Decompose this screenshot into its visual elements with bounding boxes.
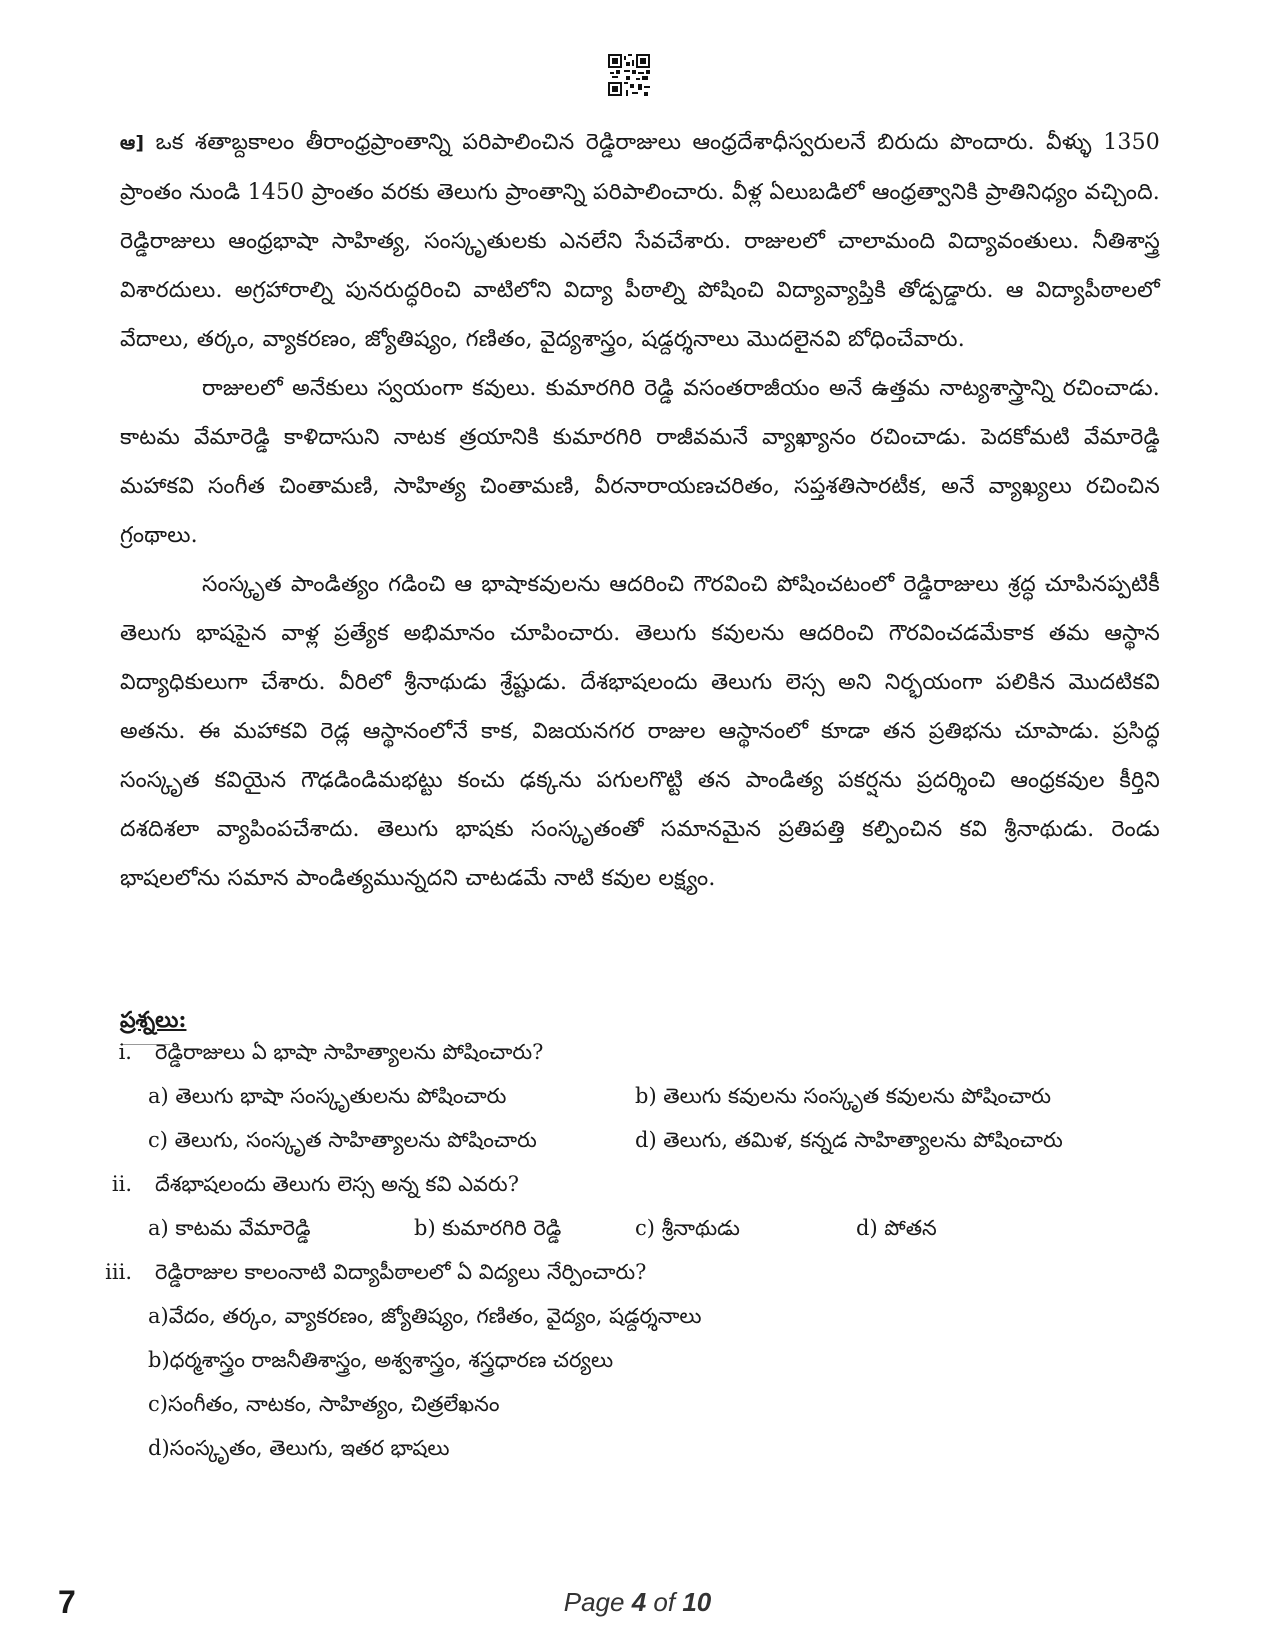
page-mid: of (646, 1587, 683, 1617)
question-text: రెడ్డిరాజుల కాలంనాటి విద్యాపీఠాలలో ఏ విద్యలు నేర్పించారు? (155, 1260, 647, 1284)
passage-paragraph (120, 560, 1160, 903)
option-a[interactable]: a) కాటమ వేమారెడ్డి (148, 1216, 311, 1240)
passage-paragraph (120, 118, 1160, 364)
option-b[interactable]: b) తెలుగు కవులను సంస్కృత కవులను పోషించారు (635, 1084, 1051, 1108)
question-text: రెడ్డిరాజులు ఏ భాషా సాహిత్యాలను పోషించారు? (155, 1040, 544, 1064)
paragraph-text: రాజులలో అనేకులు స్వయంగా కవులు. కుమారగిరి రెడ్డి వసంతరాజీయం అనే ఉత్తమ నాట్యశాస్త్రాన్ని రచించాడు. కాటమ వేమారెడ్డి కాళిదాసుని నాటక త్రయానికి కుమారగిరి రాజీవమనే వ్యాఖ్యానం రచించాడు. పెదకోమటి వేమారెడ్డి మహాకవి సంగీత చింతామణి, సాహిత్య చింతామణి, వీరనారాయణచరితం, సప్తశతిసారటీక, అనే వ్యాఖ్యలు రచించిన గ్రంథాలు. (120, 376, 1160, 548)
question-number: iii. (105, 1260, 132, 1284)
footer-code-number: 7 (58, 1584, 76, 1620)
question-number: i. (118, 1040, 132, 1064)
question-text: దేశభాషలందు తెలుగు లెస్స అన్న కవి ఎవరు? (155, 1172, 519, 1196)
option-d[interactable]: d) పోతన (856, 1216, 937, 1240)
option-a[interactable]: a)వేదం, తర్కం, వ్యాకరణం, జ్యోతిష్యం, గణితం, వైద్యం, షడ్దర్శనాలు (148, 1304, 702, 1328)
option-a[interactable]: a) తెలుగు భాషా సంస్కృతులను పోషించారు (148, 1084, 507, 1108)
option-d[interactable]: d)సంస్కృతం, తెలుగు, ఇతర భాషలు (148, 1436, 450, 1460)
page-current: 4 (631, 1587, 647, 1617)
page-prefix: Page (563, 1587, 632, 1617)
page-total: 10 (682, 1587, 712, 1617)
option-c[interactable]: c)సంగీతం, నాటకం, సాహిత్యం, చిత్రలేఖనం (148, 1392, 500, 1416)
option-d[interactable]: d) తెలుగు, తమిళ, కన్నడ సాహిత్యాలను పోషించారు (635, 1128, 1063, 1152)
question-number: ii. (111, 1172, 132, 1196)
passage-paragraph (120, 364, 1160, 560)
page-indicator (0, 1587, 1275, 1618)
passage-label: ఆ] (120, 132, 145, 154)
questions-heading: ప్రశ్నలు: (120, 1007, 187, 1033)
option-b[interactable]: b) కుమారగిరి రెడ్డి (414, 1216, 562, 1240)
option-c[interactable]: c) శ్రీనాథుడు (635, 1216, 740, 1240)
option-b[interactable]: b)ధర్మశాస్త్రం రాజనీతిశాస్త్రం, అశ్వశాస్త్రం, శస్త్రధారణ చర్యలు (148, 1348, 614, 1372)
qr-code-icon (608, 54, 650, 96)
option-c[interactable]: c) తెలుగు, సంస్కృత సాహిత్యాలను పోషించారు (148, 1128, 537, 1152)
passage (120, 118, 1160, 903)
paragraph-text: ఒక శతాబ్దకాలం తీరాంధ్రప్రాంతాన్ని పరిపాలించిన రెడ్డిరాజులు ఆంధ్రదేశాధీస్వరులనే బిరుదు పొందారు. వీళ్ళు 1350 ప్రాంతం నుండి 1450 ప్రాంతం వరకు తెలుగు ప్రాంతాన్ని పరిపాలించారు. వీళ్ల ఏలుబడిలో ఆంధ్రత్వానికి ప్రాతినిధ్యం వచ్చింది. రెడ్డిరాజులు ఆంధ్రభాషా సాహిత్య, సంస్కృతులకు ఎనలేని సేవచేశారు. రాజులలో చాలామంది విద్యావంతులు. నీతిశాస్త్ర విశారదులు. అగ్రహారాల్ని పునరుద్ధరించి వాటిలోని విద్యా పీఠాల్ని పోషించి విద్యావ్యాప్తికి తోడ్పడ్డారు. ఆ విద్యాపీఠాలలో వేదాలు, తర్కం, వ్యాకరణం, జ్యోతిష్యం, గణితం, వైద్యశాస్త్రం, షడ్దర్శనాలు మొదలైనవి బోధించేవారు. (120, 130, 1160, 352)
paragraph-text: సంస్కృత పాండిత్యం గడించి ఆ భాషాకవులను ఆదరించి గౌరవించి పోషించటంలో రెడ్డిరాజులు శ్రద్ధ చూపినప్పటికీ తెలుగు భాషపైన వాళ్ల ప్రత్యేక అభిమానం చూపించారు. తెలుగు కవులను ఆదరించి గౌరవించడమేకాక తమ ఆస్థాన విద్యాధికులుగా చేశారు. వీరిలో శ్రీనాథుడు శ్రేష్టుడు. దేశభాషలందు తెలుగు లెస్స అని నిర్భయంగా పలికిన మొదటికవి అతను. ఈ మహాకవి రెడ్ల ఆస్థానంలోనే కాక, విజయనగర రాజుల ఆస్థానంలో కూడా తన ప్రతిభను చూపాడు. ప్రసిద్ధ సంస్కృత కవియైన గౌఢడిండిమభట్టు కంచు ఢక్కను పగులగొట్టి తన పాండిత్య పకర్షను ప్రదర్శించి ఆంధ్రకవుల కీర్తిని దశదిశలా వ్యాపింపచేశాదు. తెలుగు భాషకు సంస్కృతంతో సమానమైన ప్రతిపత్తి కల్పించిన కవి శ్రీనాథుడు. రెండు భాషలలోను సమాన పాండిత్యమున్నదని చాటడమే నాటి కవుల లక్ష్యం. (120, 572, 1160, 891)
